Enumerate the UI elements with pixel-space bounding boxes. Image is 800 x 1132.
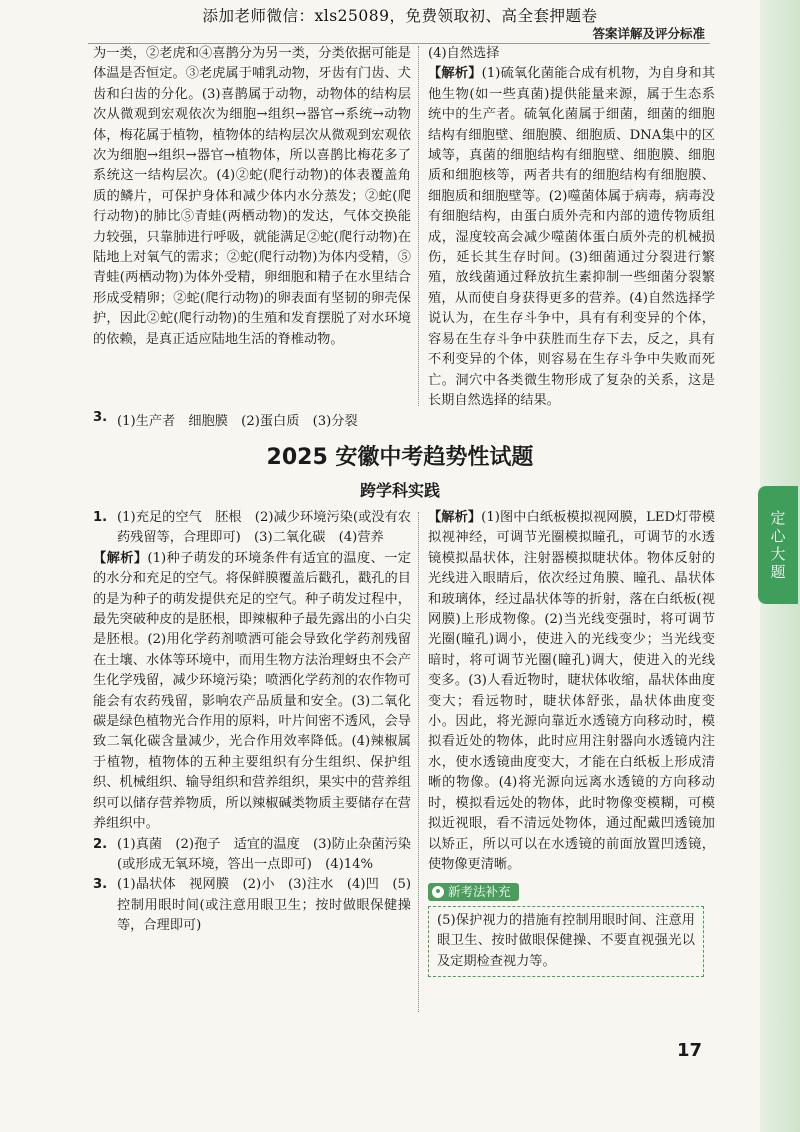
badge-label: 新考法补充 [448, 884, 511, 900]
side-tab-char: 定 [770, 509, 786, 527]
new-method-badge [428, 883, 519, 901]
column-divider [418, 46, 419, 406]
analysis-paragraph [93, 549, 411, 835]
question-3-answer [93, 410, 358, 429]
supplement-note-box: (5)保护视力的措施有控制用眼时间、注意用眼卫生、按时做眼保健操、不要直视强光以及定期检查视力等。 [428, 906, 704, 977]
question-number: 1. [93, 510, 108, 525]
watermark-banner: 添加老师微信：xls25089，免费领取初、高全套押题卷 [202, 7, 598, 25]
section-title: 2025 安徽中考趋势性试题 [266, 445, 534, 470]
question-3 [93, 875, 411, 936]
answer-paragraph: 为一类，②老虎和④喜鹊分为另一类，分类依据可能是体温是否恒定。③老虎属于哺乳动物，牙齿有门齿、犬齿和臼齿的分化。(3)喜鹊属于动物，动物体的结构层次从微观到宏观依次为细胞→组织→器官→系统→动物体，梅花属于植物，植物体的结构层次从微观到宏观依次为细胞→组织→器官→植物体，所以喜鹊比梅花多了系统这一结构层次。(4)②蛇(爬行动物)的体表覆盖角质的鳞片，可保护身体和减少体内水分蒸发；②蛇(爬行动物)的肺比⑤青蛙(两栖动物)的发达，气体交换能力较强，只靠肺进行呼吸，就能满足②蛇(爬行动物)在陆地上对氧气的需求；②蛇(爬行动物)为体内受精，⑤青蛙(两栖动物)为体外受精，卵细胞和精子在水里结合形成受精卵；②蛇(爬行动物)的卵表面有坚韧的卵壳保护，因此②蛇(爬行动物)的生殖和发育摆脱了对水环境的依赖，是真正适应陆地生活的脊椎动物。 [93, 46, 411, 347]
section-subtitle: 跨学科实践 [359, 481, 440, 500]
bottom-right-column [428, 508, 715, 977]
answer-text: (1)晶状体 视网膜 (2)小 (3)注水 (4)凹 (5)控制用眼时间(或注意用眼卫生；按时做眼保健操等，合理即可) [117, 877, 411, 934]
analysis-tag: 【解析】 [428, 510, 482, 525]
question-number: 2. [93, 836, 108, 852]
side-tab-char: 大 [770, 545, 786, 563]
page-number: 17 [676, 1040, 702, 1061]
bottom-left-column [93, 508, 411, 937]
analysis-text: (1)种子萌发的环境条件有适宜的温度、一定的水分和充足的空气。将保鲜膜覆盖后戳孔，戳孔的目的是为种子的萌发提供充足的空气。种子萌发过程中，最先突破种皮的是胚根，即辣椒种子最先露出的小白尖是胚根。(2)用化学药剂喷洒可能会导致化学药剂残留在土壤、水体等环境中，而用生物方法治理蚜虫不会产生化学残留，减少环境污染；喷洒化学药剂的农作物可能会有农药残留，影响农产品质量和安全。(3)二氧化碳是绿色植物光合作用的原料，叶片间密不透风，会导致二氧化碳含量减少，光合作用效率降低。(4)辣椒属于植物，植物体的五种主要组织有分生组织、保护组织、机械组织、输导组织和营养组织，果实中的营养组织可以储存营养物质，所以辣椒碱类物质主要储存在营养组织中。 [93, 550, 411, 832]
location-pin-icon [432, 886, 444, 898]
analysis-paragraph [428, 508, 715, 875]
top-left-column [93, 44, 411, 350]
analysis-paragraph [428, 64, 715, 411]
question-1 [93, 508, 411, 549]
question-number: 3. [93, 410, 108, 425]
side-tab-char: 题 [770, 563, 786, 581]
column-divider [418, 512, 419, 1012]
analysis-tag: 【解析】 [428, 66, 482, 82]
analysis-text: (1)硫氧化菌能合成有机物，为自身和其他生物(如一些真菌)提供能量来源，属于生态系统中的生产者。硫氧化菌属于细菌，细菌的细胞结构有细胞壁、细胞膜、细胞质、DNA集中的区域等，真菌的细胞结构有细胞壁、细胞膜、细胞质和细胞核等，两者共有的细胞结构有细胞膜、细胞质和细胞壁等。(2)噬菌体属于病毒，病毒没有细胞结构，由蛋白质外壳和内部的遗传物质组成，湿度较高会减少噬菌体蛋白质外壳的机械损伤，延长其生存时间。(3)细菌通过分裂进行繁殖，放线菌通过释放抗生素抑制一些细菌分裂繁殖，从而使自身获得更多的营养。(4)自然选择学说认为，在生存斗争中，具有有利变异的个体，容易在生存斗争中获胜而生存下去，反之，具有不利变异的个体，则容易在生存斗争中失败而死亡。洞穴中各类微生物形成了复杂的关系，这是长期自然选择的结果。 [428, 66, 716, 408]
question-2 [93, 835, 411, 876]
answer-text: (1)生产者 细胞膜 (2)蛋白质 (3)分裂 [117, 414, 358, 429]
side-tab-char: 心 [770, 527, 786, 545]
running-head: 答案详解及评分标准 [592, 26, 705, 41]
analysis-tag: 【解析】 [93, 550, 148, 566]
answer-text: (1)真菌 (2)孢子 适宜的温度 (3)防止杂菌污染(或形成无氧环境，答出一点即可) (4)14% [117, 836, 411, 872]
question-number: 3. [93, 877, 108, 893]
section-side-tab [758, 486, 798, 604]
answer-line: (4)自然选择 [428, 46, 500, 61]
answer-text: (1)充足的空气 胚根 (2)减少环境污染(或没有农药残留等，合理即可) (3)二氧化碳 (4)营养 [117, 510, 411, 546]
top-right-column [428, 44, 715, 411]
analysis-text: (1)图中白纸板模拟视网膜，LED灯带模拟视神经，可调节光圈模拟瞳孔，可调节的水透镜模拟晶状体，注射器模拟睫状体。物体反射的光线进入眼睛后，依次经过角膜、瞳孔、晶状体和玻璃体，经过晶状体等的折射，落在白纸板(视网膜)上形成物像。(2)当光线变强时，将可调节光圈(瞳孔)调小，使进入的光线变少；当光线变暗时，将可调节光圈(瞳孔)调大，使进入的光线变多。(3)人看近物时，睫状体收缩，晶状体曲度变大；看远物时，睫状体舒张，晶状体曲度变小。因此，将光源向靠近水透镜方向移动时，模拟看近处的物体，此时应用注射器向水透镜内注水，使水透镜曲度变大，才能在白纸板上形成清晰的物像。(4)将光源向远离水透镜的方向移动时，模拟看远处的物体，此时物像变模糊，可模拟近视眼，看不清远处物体，通过配戴凹透镜加以矫正，所以可以在水透镜的前面放置凹透镜，使物像更清晰。 [428, 510, 715, 872]
